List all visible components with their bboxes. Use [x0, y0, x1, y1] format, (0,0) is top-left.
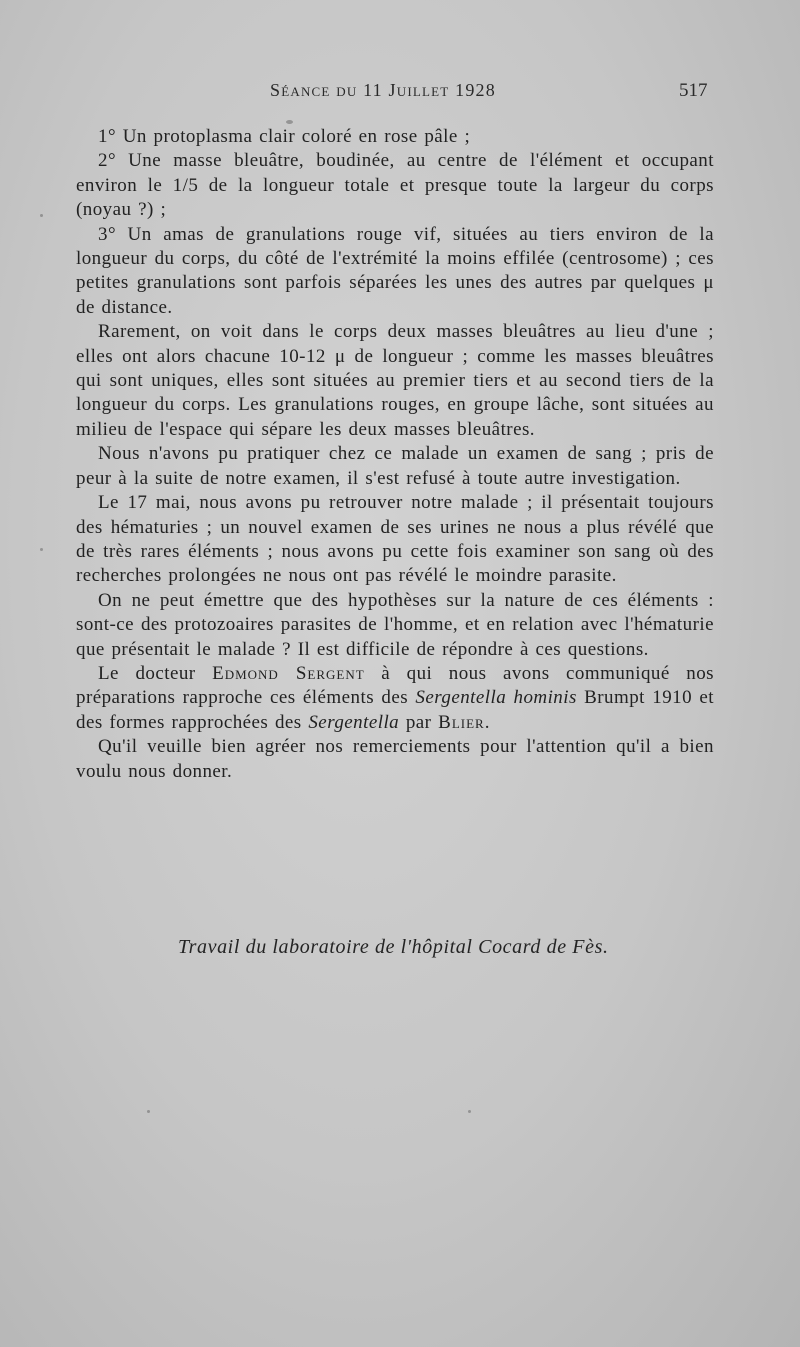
paragraph-blue-mass: 2° Une masse bleuâtre, boudinée, au centre de l'élément et occupant environ le 1/5 de la longueur totale et presque toute la largeur du corps (noyau ?) ; — [76, 150, 714, 221]
paper-speck — [468, 1110, 471, 1113]
paragraph-sergent-text: . — [484, 711, 490, 733]
author-name: Edmond Sergent — [212, 662, 365, 684]
running-head: Séance du 11 Juillet 1928 — [270, 80, 496, 100]
page-number: 517 — [679, 80, 708, 101]
paper-speck — [286, 120, 293, 124]
paragraph-sergent-text: par — [399, 711, 439, 733]
paragraph-sergent-text: à qui nous avons communiqué nos préparations rapproche ces éléments des — [76, 662, 715, 709]
body-text — [76, 125, 714, 784]
paragraph-double-masses: Rarement, on voit dans le corps deux masses bleuâtres au lieu d'une ; elles ont alors chacune 10-12 μ de longueur ; comme les masses bleuâtres qui sont uniques, elles sont situées au premier tiers et au second tiers de la longueur du corps. Les granulations rouges, en groupe lâche, sont situées au milieu de l'espace qui sépare les deux masses bleuâtres. — [76, 321, 714, 440]
paper-speck — [40, 548, 43, 551]
genus-name: Sergentella — [308, 711, 400, 733]
paragraph-granulations: 3° Un amas de granulations rouge vif, situées au tiers environ de la longueur du corps, du côté de l'extrémité la moins effilée (centrosome) ; ces petites granulations sont parfois séparées les unes des autres par quelques μ de distance. — [76, 223, 714, 318]
paper-speck — [147, 1110, 150, 1113]
paper-speck — [40, 214, 43, 217]
paragraph-sergent — [76, 662, 714, 735]
paragraph-may-17: Le 17 mai, nous avons pu retrouver notre malade ; il présentait toujours des hématuries ; un nouvel examen de ses urines ne nous a plus révélé que de très rares éléments ; nous avons pu cette fois examiner son sang où des recherches prolongées ne nous ont pas révélé le moindre parasite. — [76, 492, 714, 587]
paragraph-sergent-text: Le docteur — [98, 662, 213, 684]
paragraph-sergent-text: Brumpt 1910 et des formes rapprochées des — [76, 687, 714, 733]
laboratory-attribution: Travail du laboratoire de l'hôpital Cocard de Fès. — [178, 936, 609, 958]
paragraph-blood-exam: Nous n'avons pu pratiquer chez ce malade un examen de sang ; pris de peur à la suite de notre examen, il s'est refusé à toute autre investigation. — [76, 443, 714, 489]
paragraph-hypotheses: On ne peut émettre que des hypothèses sur la nature de ces éléments : sont-ce des protozoaires parasites de l'homme, et en relation avec l'hématurie que présentait le malade ? Il est difficile de répondre à ces questions. — [76, 589, 714, 660]
paragraph-protoplasm: 1° Un protoplasma clair coloré en rose pâle ; — [98, 126, 471, 147]
page-header — [0, 80, 800, 110]
species-name: Sergentella hominis — [415, 687, 577, 709]
author-name: Blier — [438, 711, 485, 733]
paragraph-thanks: Qu'il veuille bien agréer nos remerciements pour l'attention qu'il a bien voulu nous donner. — [76, 736, 714, 782]
